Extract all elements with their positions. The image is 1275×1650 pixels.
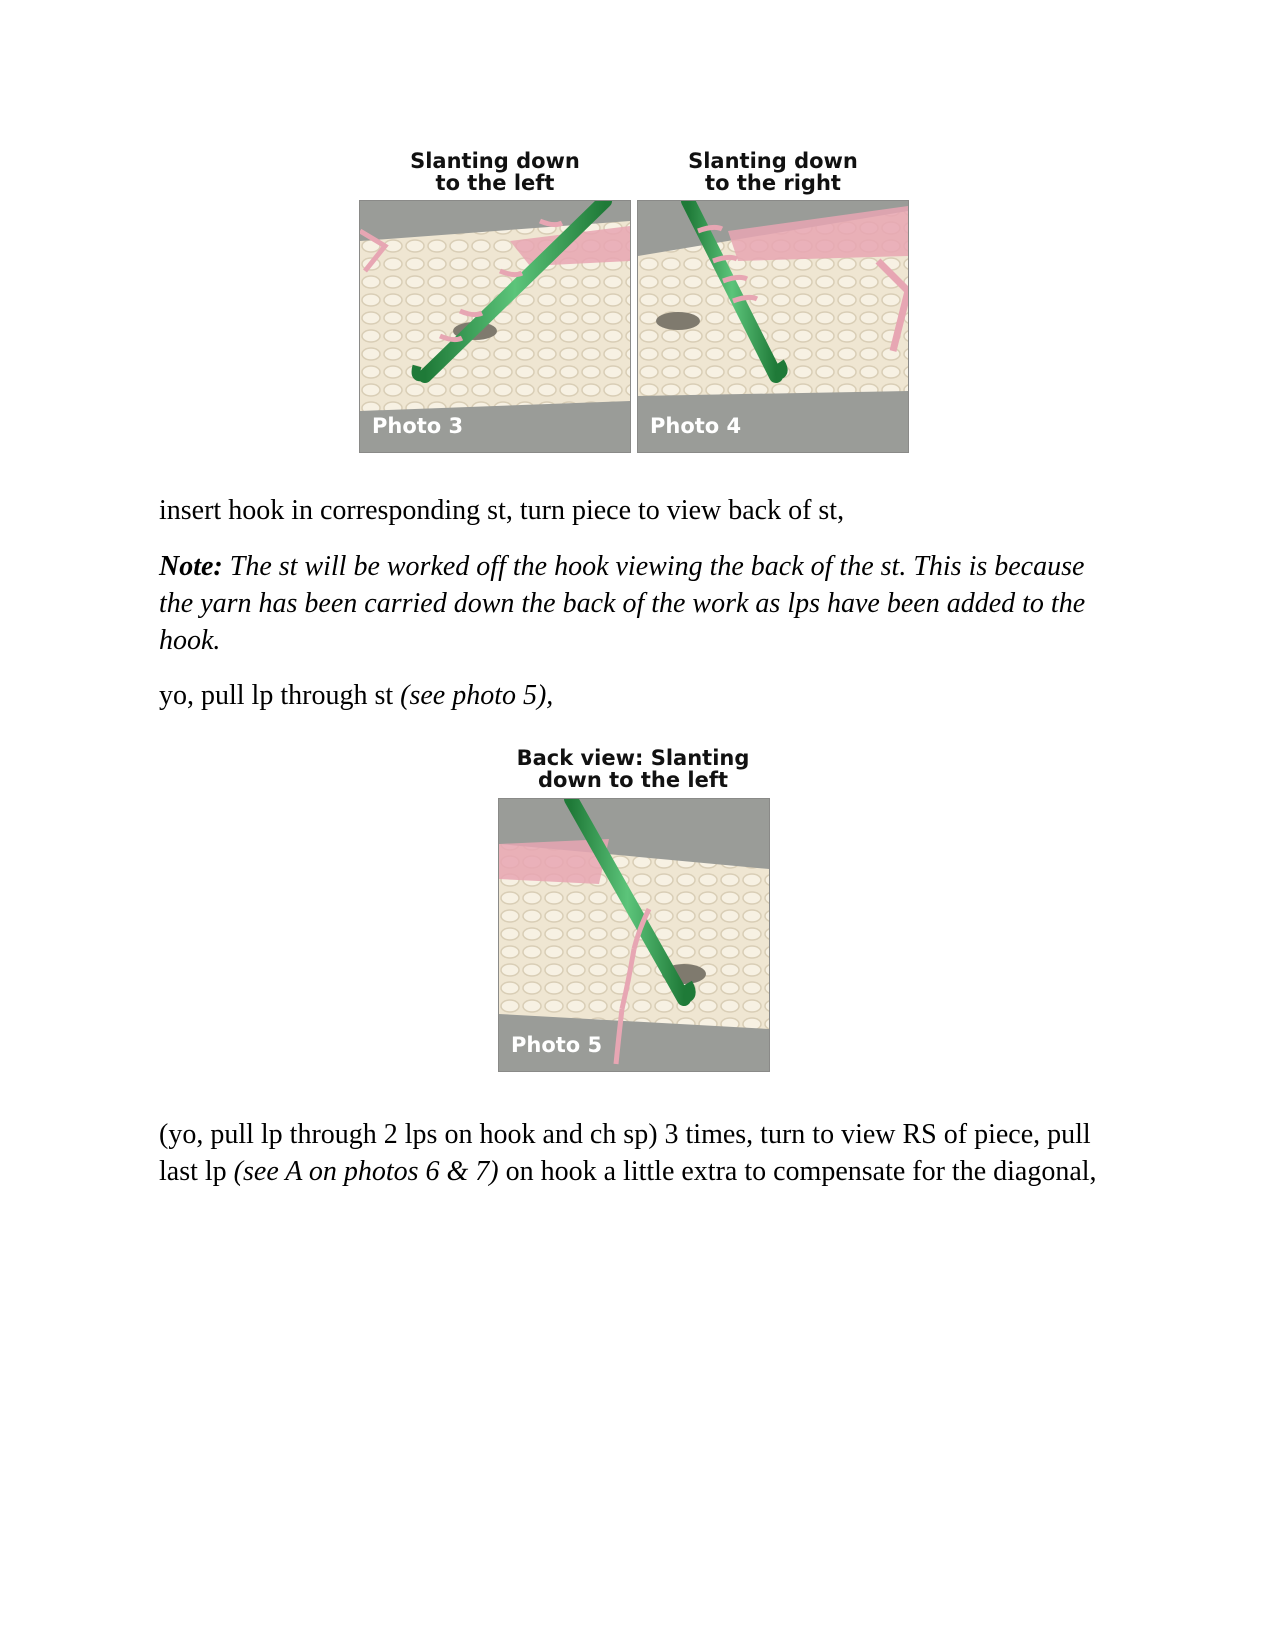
photo5-caption-line1: Back view: Slanting <box>516 746 750 770</box>
photo4-caption <box>638 150 908 194</box>
photo3-caption-line2: to the left <box>435 171 555 195</box>
photo5-caption-line2: down to the left <box>537 768 729 792</box>
note-text: The st will be worked off the hook viewing the back of the st. This is because the yarn has been carried down the back of the work as lps have been added to the hook. <box>159 551 1086 656</box>
photo4-caption-line2: to the right <box>705 171 841 195</box>
paragraph-4-text-a: (yo, pull lp through 2 lps on hook and ch sp) 3 times, turn to view RS of piece, pull last lp <box>159 1119 1091 1187</box>
photo-5 <box>498 798 770 1072</box>
photo-4-label: Photo 4 <box>650 414 742 438</box>
photos-6-7-reference: (see A on photos 6 & 7) <box>233 1156 499 1187</box>
photo-3 <box>359 200 631 453</box>
photo-5-image <box>499 799 769 1071</box>
paragraph-3-text: yo, pull lp through st <box>159 680 401 711</box>
note-paragraph <box>159 548 1109 659</box>
photo3-caption-line1: Slanting down <box>410 149 580 173</box>
photo-4 <box>637 200 909 453</box>
paragraph-4 <box>159 1116 1109 1190</box>
photo4-caption-line1: Slanting down <box>688 149 858 173</box>
photo3-caption <box>360 150 630 194</box>
photo-5-reference: (see photo 5), <box>400 680 554 711</box>
paragraph-3 <box>159 677 1109 714</box>
photo-5-label: Photo 5 <box>511 1033 603 1057</box>
paragraph-4-text-c: on hook a little extra to compensate for the diagonal, <box>498 1156 1097 1187</box>
paragraph-1: insert hook in corresponding st, turn piece to view back of st, <box>159 495 845 526</box>
note-label: Note: <box>159 551 223 582</box>
photo-3-label: Photo 3 <box>372 414 464 438</box>
photo5-caption <box>498 747 768 791</box>
